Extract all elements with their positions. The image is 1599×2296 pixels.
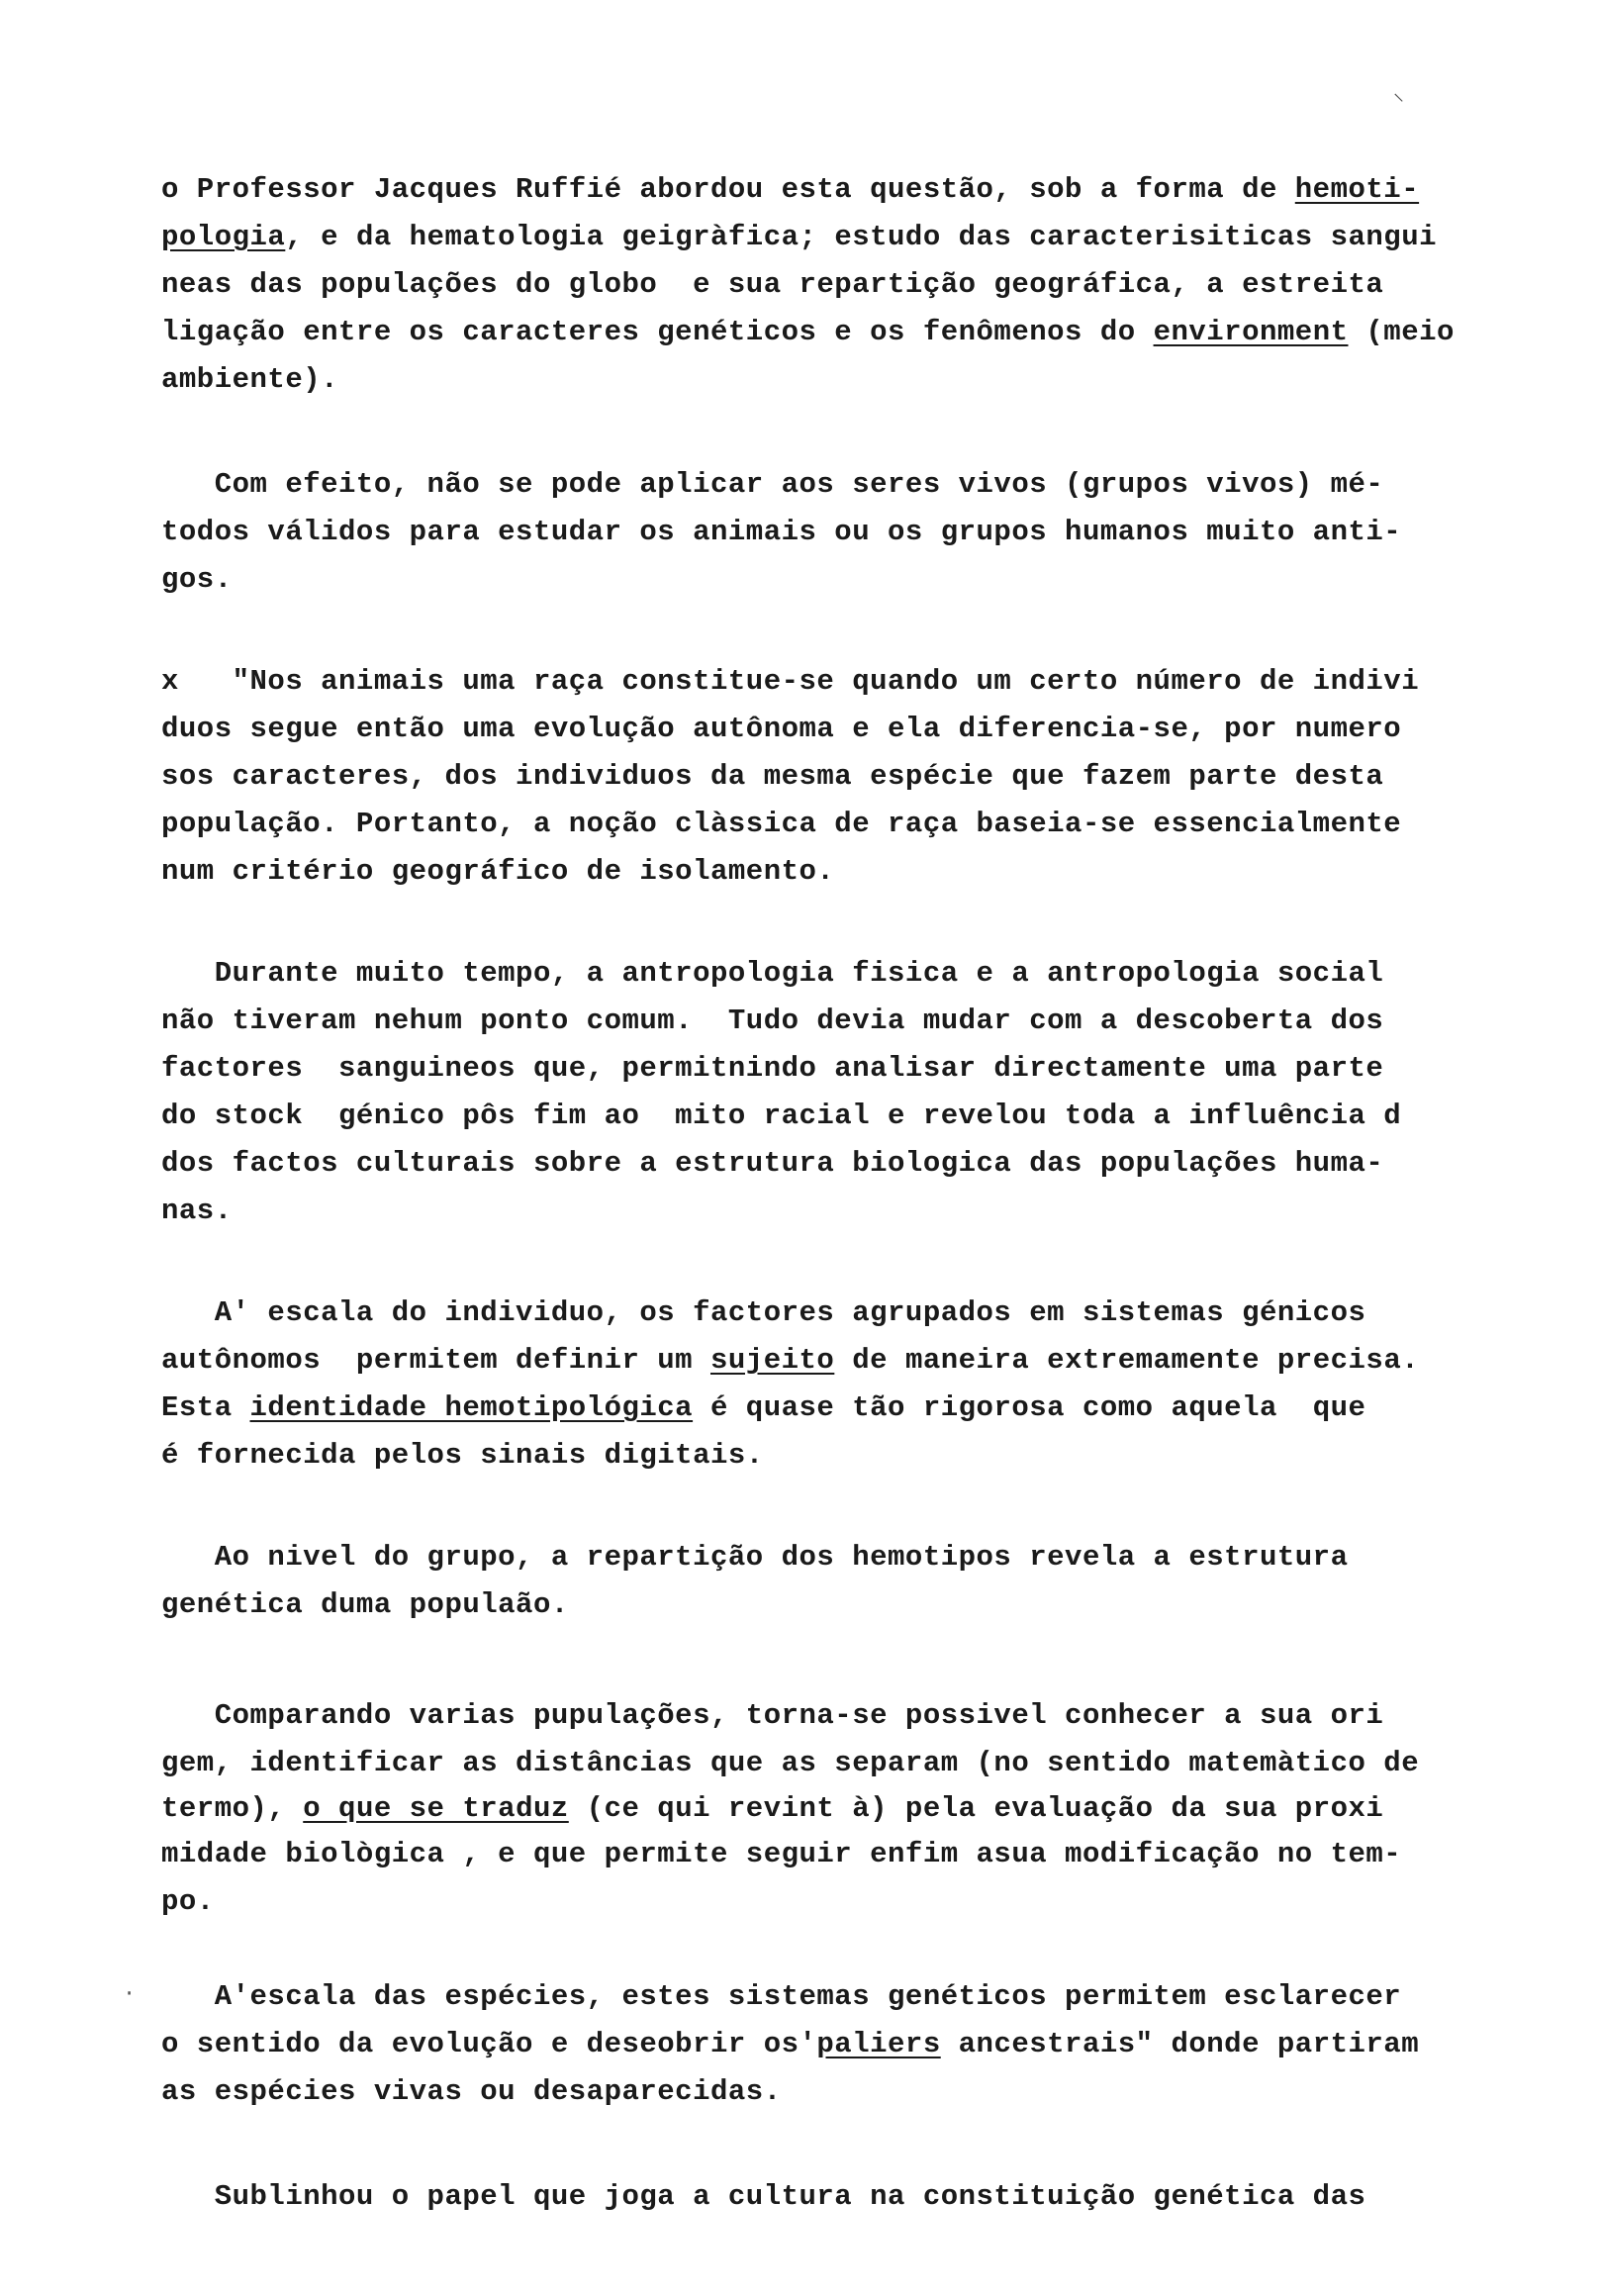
underlined-term: environment [1153, 316, 1349, 348]
text-run: (ce qui revint à) pela evaluação da sua proxi [568, 1792, 1384, 1825]
text-line [161, 658, 1576, 706]
text-line [161, 2068, 1576, 2116]
text-run: (meio [1348, 316, 1455, 348]
text-line [161, 1140, 1576, 1188]
underlined-term: identidade hemotipológica [249, 1391, 694, 1424]
text-run: do stock génico pôs fim ao mito racial e revelou toda a influência d [161, 1100, 1402, 1132]
text-run: neas das populações do globo e sua repartição geográfica, a estreita [161, 268, 1384, 301]
text-run: ancestrais" donde partiram [940, 2028, 1420, 2060]
text-run: população. Portanto, a noção clàssica de raça baseia-se essencialmente [161, 808, 1402, 840]
text-run: é quase tão rigorosa como aquela que [693, 1391, 1366, 1424]
text-line [161, 1290, 1576, 1337]
text-line [161, 950, 1576, 998]
text-run: A'escala das espécies, estes sistemas genéticos permitem esclarecer [161, 1980, 1402, 2013]
text-line [161, 356, 1576, 404]
paragraph [161, 1692, 1576, 1926]
text-line [161, 1581, 1576, 1629]
text-run: A' escala do individuo, os factores agrupados em sistemas génicos [161, 1296, 1366, 1329]
text-line [161, 1692, 1576, 1740]
text-run: não tiveram nehum ponto comum. Tudo devia mudar com a descoberta dos [161, 1004, 1384, 1037]
text-line [161, 2173, 1576, 2221]
text-run: autônomos permitem definir um [161, 1344, 710, 1377]
paragraph [161, 166, 1576, 404]
text-run: o sentido da evolução e deseobrir os' [161, 2028, 817, 2060]
corner-mark: ⸜ [1393, 82, 1405, 107]
text-run: Comparando varias pupulações, torna-se possivel conhecer a sua ori [161, 1699, 1384, 1732]
text-line [161, 2021, 1576, 2068]
text-line [161, 1831, 1576, 1878]
text-run: todos válidos para estudar os animais ou os grupos humanos muito anti- [161, 516, 1402, 548]
text-run: Ao nivel do grupo, a repartição dos hemotipos revela a estrutura [161, 1541, 1349, 1574]
text-run: po. [161, 1885, 215, 1918]
text-line [161, 1188, 1576, 1235]
text-line [161, 261, 1576, 309]
text-run: num critério geográfico de isolamento. [161, 855, 835, 888]
underlined-term: paliers [816, 2028, 941, 2060]
paragraph [161, 461, 1576, 604]
underlined-term: hemoti- [1294, 173, 1420, 206]
text-line [161, 1432, 1576, 1480]
text-run: as espécies vivas ou desaparecidas. [161, 2075, 782, 2108]
text-run: é fornecida pelos sinais digitais. [161, 1439, 764, 1472]
text-line [161, 509, 1576, 556]
text-line [161, 1093, 1576, 1140]
text-run: x "Nos animais uma raça constitue-se quando um certo número de indivi [161, 665, 1420, 698]
text-line [161, 1740, 1576, 1787]
text-run: gos. [161, 563, 233, 596]
text-line [161, 1787, 1576, 1831]
text-run: de maneira extremamente precisa. [834, 1344, 1420, 1377]
text-line [161, 848, 1576, 896]
text-line [161, 801, 1576, 848]
text-line [161, 706, 1576, 753]
text-run: duos segue então uma evolução autônoma e ela diferencia-se, por numero [161, 713, 1402, 745]
paragraph [161, 1534, 1576, 1629]
text-line [161, 556, 1576, 604]
text-run: midade biològica , e que permite seguir enfim asua modificação no tem- [161, 1838, 1402, 1870]
margin-dot: · [123, 1981, 137, 2006]
paragraph [161, 950, 1576, 1235]
text-run: gem, identificar as distâncias que as separam (no sentido matemàtico de [161, 1747, 1420, 1779]
text-run: Sublinhou o papel que joga a cultura na constituição genética das [161, 2180, 1366, 2213]
text-run: dos factos culturais sobre a estrutura biologica das populações huma- [161, 1147, 1384, 1180]
underlined-term: pologia [161, 221, 286, 253]
text-run: sos caracteres, dos individuos da mesma espécie que fazem parte desta [161, 760, 1384, 793]
text-run: o Professor Jacques Ruffié abordou esta questão, sob a forma de [161, 173, 1295, 206]
text-run: nas. [161, 1195, 233, 1227]
text-line [161, 1045, 1576, 1093]
text-line [161, 1878, 1576, 1926]
underlined-term: sujeito [710, 1344, 835, 1377]
text-run: genética duma populaão. [161, 1588, 569, 1621]
paragraph [161, 1290, 1576, 1480]
paragraph [161, 658, 1576, 896]
text-run: Esta [161, 1391, 250, 1424]
text-line [161, 1337, 1576, 1385]
paragraph [161, 1973, 1576, 2116]
text-line [161, 1973, 1576, 2021]
text-run: , e da hematologia geigràfica; estudo das caracterisiticas sangui [285, 221, 1438, 253]
text-run: termo), [161, 1792, 304, 1825]
underlined-term: o que se traduz [303, 1792, 569, 1825]
text-line [161, 1534, 1576, 1581]
text-run: ligação entre os caracteres genéticos e os fenômenos do [161, 316, 1154, 348]
text-run: factores sanguineos que, permitnindo analisar directamente uma parte [161, 1052, 1384, 1085]
paragraph [161, 2173, 1576, 2221]
text-line [161, 461, 1576, 509]
text-line [161, 753, 1576, 801]
text-run: ambiente). [161, 363, 339, 396]
text-line [161, 166, 1576, 214]
text-line [161, 1385, 1576, 1432]
text-run: Durante muito tempo, a antropologia fisica e a antropologia social [161, 957, 1384, 990]
text-line [161, 214, 1576, 261]
text-line [161, 309, 1576, 356]
text-run: Com efeito, não se pode aplicar aos seres vivos (grupos vivos) mé- [161, 468, 1384, 501]
text-line [161, 998, 1576, 1045]
